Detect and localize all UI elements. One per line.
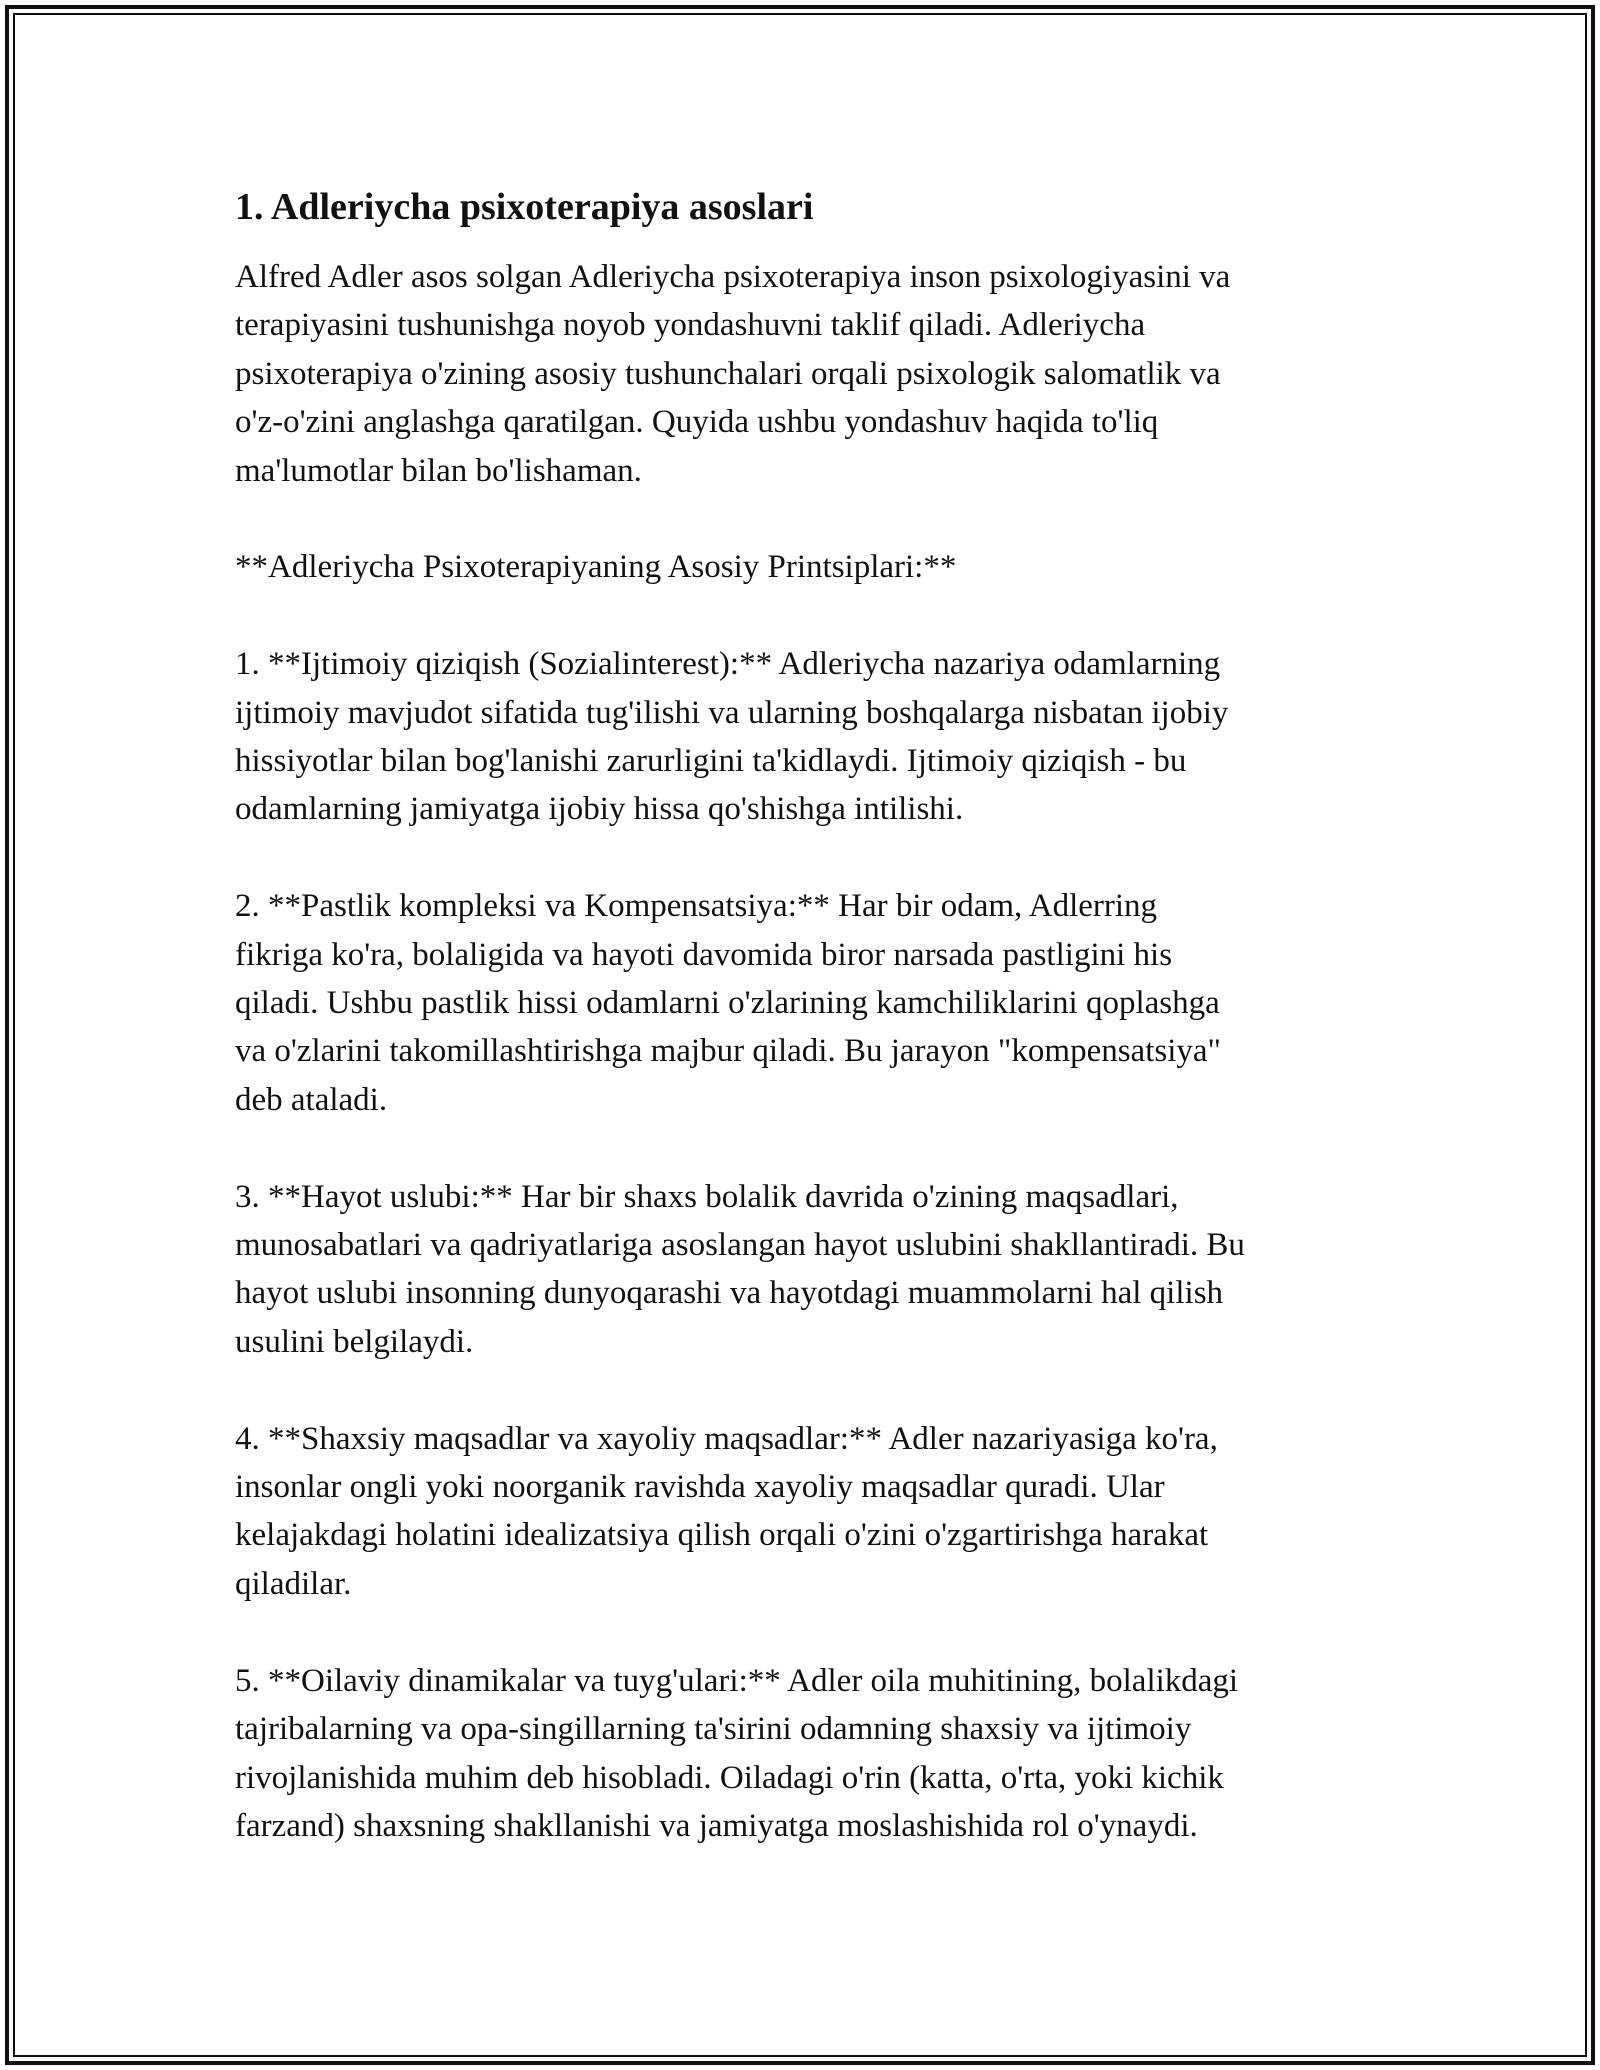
principle-item-3: 3. **Hayot uslubi:** Har bir shaxs bolalik davrida o'zining maqsadlari, munosabatlari va qadriyatlariga asoslangan hayot uslubini shakllantiradi. Bu hayot uslubi insonning dunyoqarashi va hayotdagi muammolarni hal qilish usulini belgilaydi.	[235, 1178, 1245, 1360]
principle-item-4: 4. **Shaxsiy maqsadlar va xayoliy maqsadlar:** Adler nazariyasiga ko'ra, insonlar ongli yoki noorganik ravishda xayoliy maqsadlar quradi. Ular kelajakdagi holatini idealizatsiya qilish orqali o'zini o'zgartirishga harakat qiladilar.	[235, 1420, 1218, 1602]
intro-paragraph: Alfred Adler asos solgan Adleriycha psixoterapiya inson psixologiyasini va terapiyasini tushunishga noyob yondashuvni taklif qiladi. Adleriycha psixoterapiya o'zining asosiy tushunchalari orqali psixologik salomatlik va o'z-o'zini anglashga qaratilgan. Quyida ushbu yondashuv haqida to'liq ma'lumotlar bilan bo'lishaman.	[235, 259, 1231, 489]
principle-item-2: 2. **Pastlik kompleksi va Kompensatsiya:** Har bir odam, Adlerring fikriga ko'ra, bolaligida va hayoti davomida biror narsada pastligini his qiladi. Ushbu pastlik hissi odamlarni o'zlarining kamchiliklarini qoplashga va o'zlarini takomillashtirishga majbur qiladi. Bu jarayon "kompensatsiya" deb ataladi.	[235, 888, 1222, 1118]
principle-item-5: 5. **Oilaviy dinamikalar va tuyg'ulari:** Adler oila muhitining, bolalikdagi tajribalarning va opa-singillarning ta'sirini odamning shaxsiy va ijtimoiy rivojlanishida muhim deb hisobladi. Oiladagi o'rin (katta, o'rta, yoki kichik farzand) shaxsning shakllanishi va jamiyatga moslashishida rol o'ynaydi.	[235, 1662, 1239, 1844]
principle-item-1: 1. **Ijtimoiy qiziqish (Sozialinterest):** Adleriycha nazariya odamlarning ijtimoiy mavjudot sifatida tug'ilishi va ularning boshqalarga nisbatan ijobiy hissiyotlar bilan bog'lanishi zarurligini ta'kidlaydi. Ijtimoiy qiziqish - bu odamlarning jamiyatga ijobiy hissa qo'shishga intilishi.	[235, 646, 1229, 828]
document-body	[235, 184, 1365, 1899]
principles-subheading: **Adleriycha Psixoterapiyaning Asosiy Printsiplari:**	[235, 549, 957, 586]
document-title: 1. Adleriycha psixoterapiya asoslari	[235, 186, 814, 228]
